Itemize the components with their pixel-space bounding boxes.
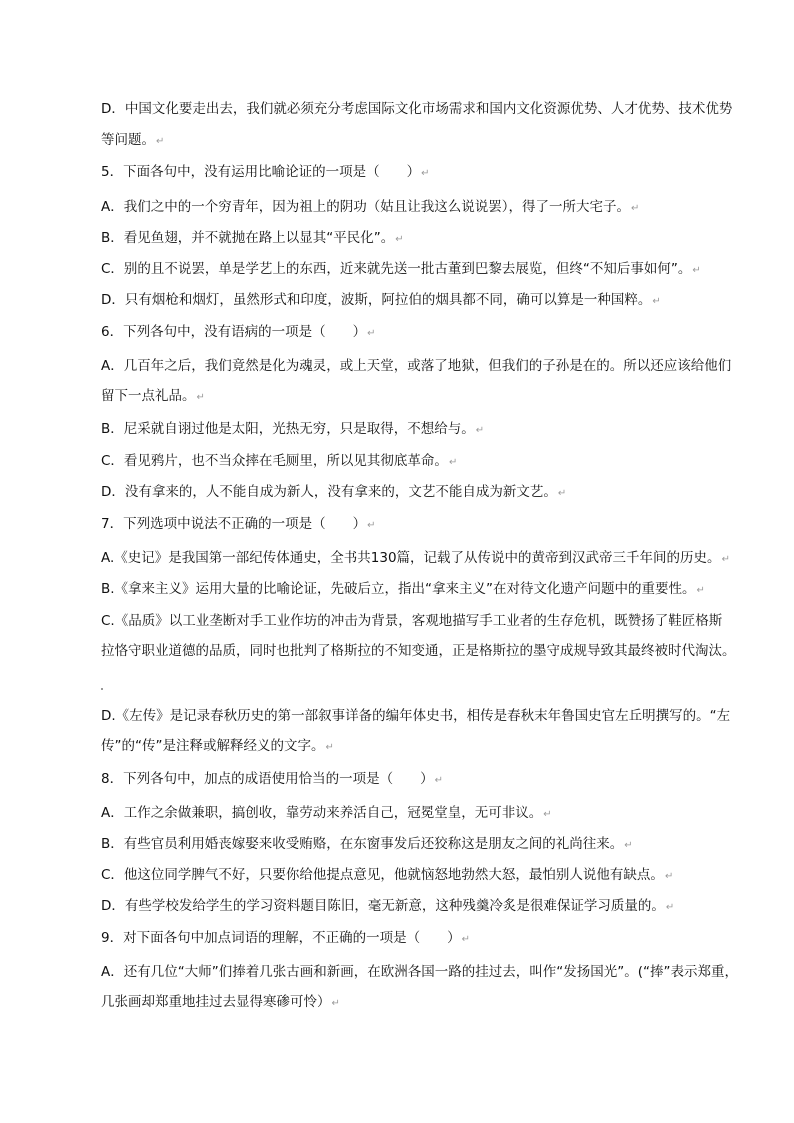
paragraph-mark-icon: ↵ [331,998,340,1009]
paragraph-mark-icon: ↵ [395,234,404,245]
question-8-option-a: A．工作之余做兼职，搞创收，靠劳动来养活自己，冠冕堂皇，无可非议。↵ [101,805,552,821]
paragraph-mark-icon: ↵ [557,488,567,499]
paragraph-mark-icon: ↵ [696,585,705,596]
question-6-option-c: C．看见鸦片，也不当众摔在毛厕里，所以见其彻底革命。↵ [101,453,458,469]
paragraph-mark-icon: ↵ [421,168,430,179]
question-6-option-d: D．没有拿来的，人不能自成为新人，没有拿来的，文艺不能自成为新文艺。↵ [101,484,567,500]
question-6-stem: 6．下列各句中，没有语病的一项是（ ）↵ [101,324,376,340]
paragraph-mark-icon [101,688,103,690]
paragraph-mark-icon: ↵ [325,742,334,753]
question-5-stem: 5．下面各句中，没有运用比喻论证的一项是（ ）↵ [101,164,430,180]
paragraph-mark-icon: ↵ [543,809,552,820]
question-8-option-b: B．有些官员利用婚丧嫁娶来收受贿赂，在东窗事发后还狡称这是朋友之间的礼尚往来。↵ [101,836,633,852]
paragraph-mark-icon: ↵ [461,934,470,945]
text-line: 等问题。↵ [101,132,165,148]
question-5-option-c: C．别的且不说罢，单是学艺上的东西，近来就先送一批古董到巴黎去展览，但终“不知后事如何”。↵ [101,261,701,277]
question-9-option-a: A．还有几位“大师”们捧着几张古画和新画，在欧洲各国一路的挂过去，叫作“发扬国光”。(“捧”表示郑重， [101,964,738,980]
text-line: D．中国文化要走出去，我们就必须充分考虑国际文化市场需求和国内文化资源优势、人才优势、技术优势 [101,101,733,117]
paragraph-mark-icon: ↵ [721,554,730,565]
question-6-option-a: A．几百年之后，我们竟然是化为魂灵，或上天堂，或落了地狱，但我们的子孙是在的。所以还应该给他们 [101,358,732,374]
paragraph-mark-icon: ↵ [156,136,165,147]
paragraph-mark-icon: ↵ [196,392,205,403]
paragraph-mark-icon: ↵ [475,425,485,436]
question-7-option-b: B.《拿来主义》运用大量的比喻论证，先破后立，指出“拿来主义”在对待文化遗产问题中的重要性。↵ [101,581,705,597]
text-line: 几张画却郑重地挂过去显得寒碜可怜）↵ [101,994,340,1010]
text-line: 传”的“传”是注释或解释经义的文字。↵ [101,738,334,754]
paragraph-mark-icon: ↵ [624,840,633,851]
question-7-stem: 7．下列选项中说法不正确的一项是（ ）↵ [101,516,376,532]
paragraph-mark-icon: ↵ [434,775,443,786]
question-8-option-c: C．他这位同学脾气不好，只要你给他提点意见，他就恼怒地勃然大怒，最怕别人说他有缺点。↵ [101,867,674,883]
question-7-option-d: D.《左传》是记录春秋历史的第一部叙事详备的编年体史书，相传是春秋末年鲁国史官左丘明撰写的。“左 [101,708,731,724]
question-9-stem: 9．对下面各句中加点词语的理解，不正确的一项是（ ）↵ [101,930,470,946]
paragraph-mark-icon: ↵ [448,457,458,468]
paragraph-mark-icon: ↵ [630,203,640,214]
text-line: 拉恪守职业道德的品质，同时也批判了格斯拉的不知变通，正是格斯拉的墨守成规导致其最终被时代淘汰。 [101,643,736,659]
question-6-option-b: B．尼采就自诩过他是太阳，光热无穷，只是取得，不想给与。↵ [101,421,485,437]
paragraph-mark-icon: ↵ [664,871,674,882]
question-5-option-a: A．我们之中的一个穷青年，因为祖上的阴功（姑且让我这么说说罢），得了一所大宅子。↵ [101,199,640,215]
paragraph-mark-icon: ↵ [652,296,661,307]
paragraph-mark-icon: ↵ [692,265,701,276]
paragraph-mark-icon: ↵ [665,902,675,913]
question-5-option-b: B．看见鱼翅，并不就抛在路上以显其“平民化”。↵ [101,230,404,246]
question-7-option-a: A.《史记》是我国第一部纪传体通史，全书共130篇，记载了从传说中的黄帝到汉武帝三千年间的历史。↵ [101,550,730,566]
question-8-stem: 8．下列各句中，加点的成语使用恰当的一项是（ ）↵ [101,771,443,787]
question-5-option-d: D．只有烟枪和烟灯，虽然形式和印度，波斯，阿拉伯的烟具都不同，确可以算是一种国粹。↵ [101,292,661,308]
question-7-option-c: C.《品质》以工业垄断对手工业作坊的冲击为背景，客观地描写手工业者的生存危机，既赞扬了鞋匠格斯 [101,613,723,629]
text-line: 留下一点礼品。↵ [101,388,205,404]
paragraph-mark-icon: ↵ [367,520,376,531]
question-8-option-d: D．有些学校发给学生的学习资料题目陈旧，毫无新意，这种残羹冷炙是很难保证学习质量的。↵ [101,898,675,914]
paragraph-mark-icon: ↵ [367,328,376,339]
